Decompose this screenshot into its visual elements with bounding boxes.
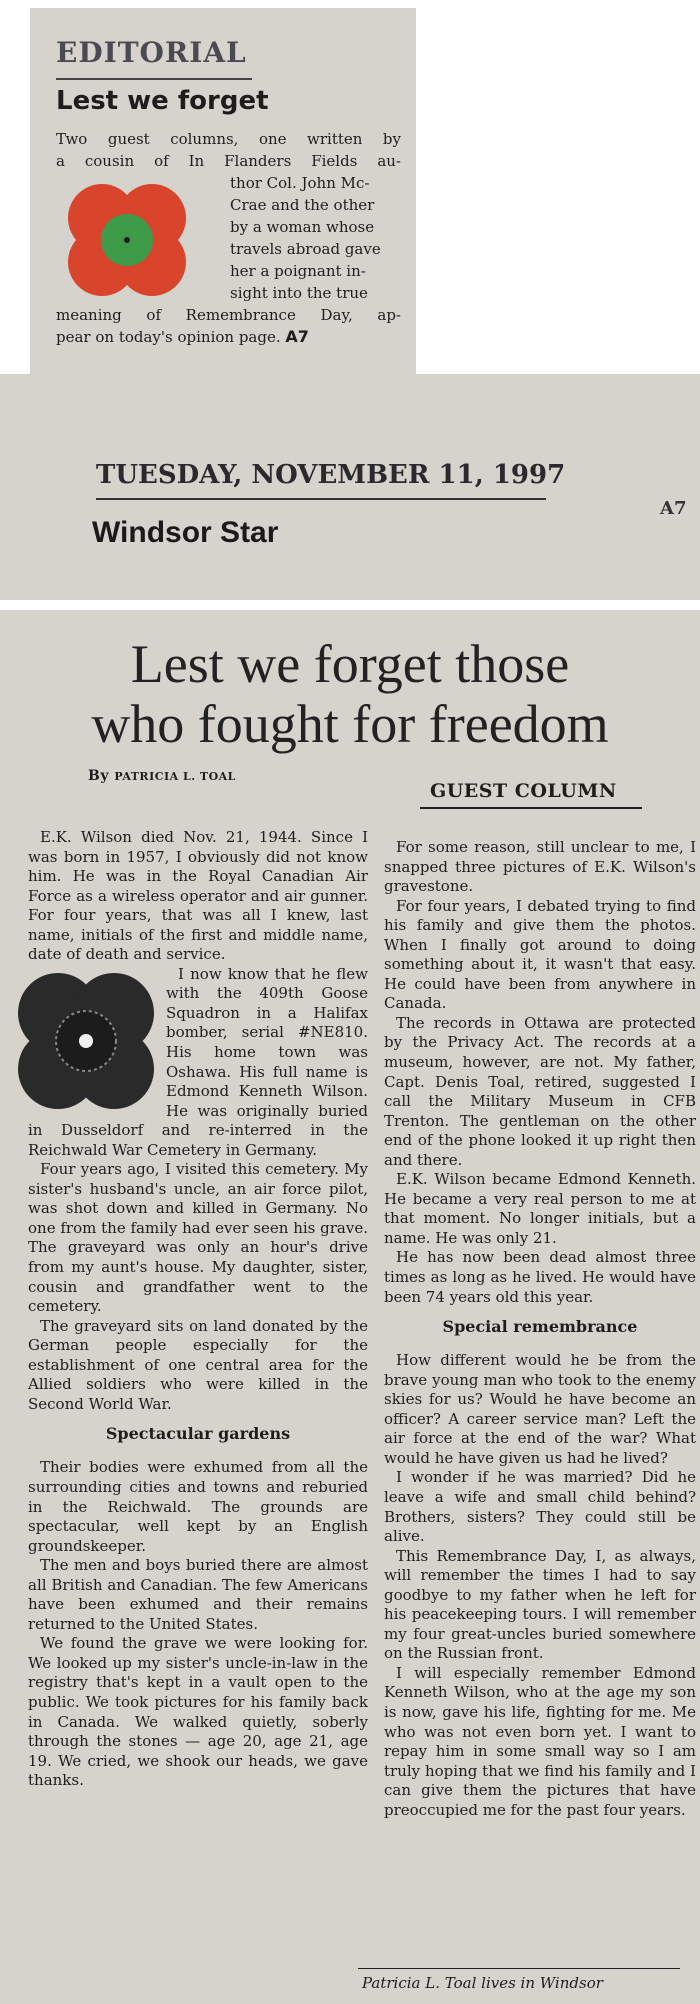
editorial-clipping [30,8,416,376]
blurb-line: travels abroad gave [230,240,381,258]
article-clipping [0,610,700,2004]
paragraph: How different would he be from the brave young man who took to the enemy skies for us? Would he have become an officer? A career service man? Left the air force at the end of the war? What would he have given us had he lived? [384,1351,696,1467]
editorial-blurb [56,128,401,348]
article-right-column [384,838,696,1820]
article-headline-line2: who fought for freedom [91,694,609,754]
section-rule [420,807,642,809]
newspaper-name: Windsor Star [92,516,279,549]
paragraph-text: I now know that he flew with the 409th Goose Squadron in a Halifax bomber, serial #NE810. His home town was Oshawa. His full name is Edmond Kenneth Wilson. He was originally buried in Dusseldorf and re-interred in the Reichwald War Cemetery in Germany. [28,964,368,1159]
blurb-line: Crae and the other [230,196,375,214]
paragraph: The men and boys buried there are almost all British and Canadian. The few Americans have been exhumed and their remains returned to the United States. [28,1556,368,1633]
paragraph: Their bodies were exhumed from all the surrounding cities and towns and reburied in the Reichwald. The grounds are spectacular, well kept by an English groundskeeper. [28,1458,368,1555]
byline-author: PATRICIA L. TOAL [114,770,236,783]
blurb-line: pear on today's opinion page. [56,328,281,346]
page-number: A7 [660,498,687,519]
dateline: TUESDAY, NOVEMBER 11, 1997 [96,460,566,490]
black-poppy-icon [16,971,156,1111]
paragraph: The graveyard sits on land donated by the German people especially for the establishment of one central area for the Allied soldiers who were killed in the Second World War. [28,1316,368,1413]
paragraph: I wonder if he was married? Did he leave a wife and small child behind? Brothers, sisters? They could still be alive. [384,1468,696,1546]
blurb-line: meaning of Remembrance Day, ap- [56,306,401,324]
paragraph [28,965,368,1160]
blurb-line: thor Col. John Mc- [230,174,370,192]
subheading: Special remembrance [442,1317,638,1337]
paragraph: We found the grave we were looking for. We looked up my sister's uncle-in-law in the registry that's kept in a vault open to the public. We took pictures for his family back in Canada. We walked quietly, soberly through the stones — age 20, age 21, age 19. We cried, we shook our heads, we gave thanks. [28,1634,368,1790]
editorial-headline: Lest we forget [56,86,269,116]
paragraph: For four years, I debated trying to find his family and give them the photos. When I finally got around to doing something about it, it wasn't that easy. He could have been from anywhere in Canada. [384,896,696,1013]
blurb-line: her a poignant in- [230,262,366,280]
blurb-line: a cousin of In Flanders Fields au- [56,152,401,170]
paragraph: I will especially remember Edmond Kenneth Wilson, who at the age my son is now, gave his life, fighting for me. Me who was not even born yet. I want to repay him in some small way so I am truly hoping that we find his family and I can give them the pictures that have preoccupied me for the past four years. [384,1663,696,1819]
paragraph: The records in Ottawa are protected by the Privacy Act. The records at a museum, however, are not. My father, Capt. Denis Toal, retired, suggested I call the Military Museum in CFB Trenton. The gentleman on the other end of the phone looked it up right then and there. [384,1013,696,1169]
paragraph: E.K. Wilson became Edmond Kenneth. He became a very real person to me at that moment. No longer initials, but a name. He was only 21. [384,1170,696,1247]
editorial-page-ref: A7 [285,327,309,346]
section-label: GUEST COLUMN [430,780,617,802]
paragraph: He has now been dead almost three times as long as he lived. He would have been 74 years old this year. [384,1248,696,1306]
byline-by: By [88,768,109,784]
paragraph: This Remembrance Day, I, as always, will remember the times I had to say goodbye to my father when he left for his peacekeeping tours. I will remember my four great-uncles buried somewhere on the Russian front. [384,1546,696,1663]
editorial-kicker: EDITORIAL [56,36,247,69]
signature-rule [358,1968,680,1969]
kicker-rule [56,78,252,80]
author-note: Patricia L. Toal lives in Windsor [362,1974,603,1992]
paragraph: Four years ago, I visited this cemetery. My sister's husband's uncle, an air force pilot, was shot down and killed in Germany. No one from the family had ever seen his grave. The graveyard was only an hour's drive from my aunt's house. My daughter, sister, cousin and grandfather went to the cemetery. [28,1160,368,1316]
subheading: Spectacular gardens [105,1424,291,1444]
paragraph: E.K. Wilson died Nov. 21, 1944. Since I was born in 1957, I obviously did not know him. He was in the Royal Canadian Air Force as a wireless operator and air gunner. For four years, that was all I knew, last name, initials of the first and middle name, date of death and service. [28,828,368,964]
blurb-last-line [56,326,401,348]
poppy-box [14,967,160,1115]
article-headline-line1: Lest we forget those [130,634,570,694]
byline [88,768,236,784]
blurb-line: sight into the true [230,284,368,302]
blurb-line: by a woman whose [230,218,375,236]
paragraph: For some reason, still unclear to me, I snapped three pictures of E.K. Wilson's gravestone. [384,838,696,896]
masthead-clipping [0,374,700,600]
article-left-column [28,828,368,1791]
dateline-rule [96,498,546,500]
blurb-line: Two guest columns, one written by [56,130,401,148]
